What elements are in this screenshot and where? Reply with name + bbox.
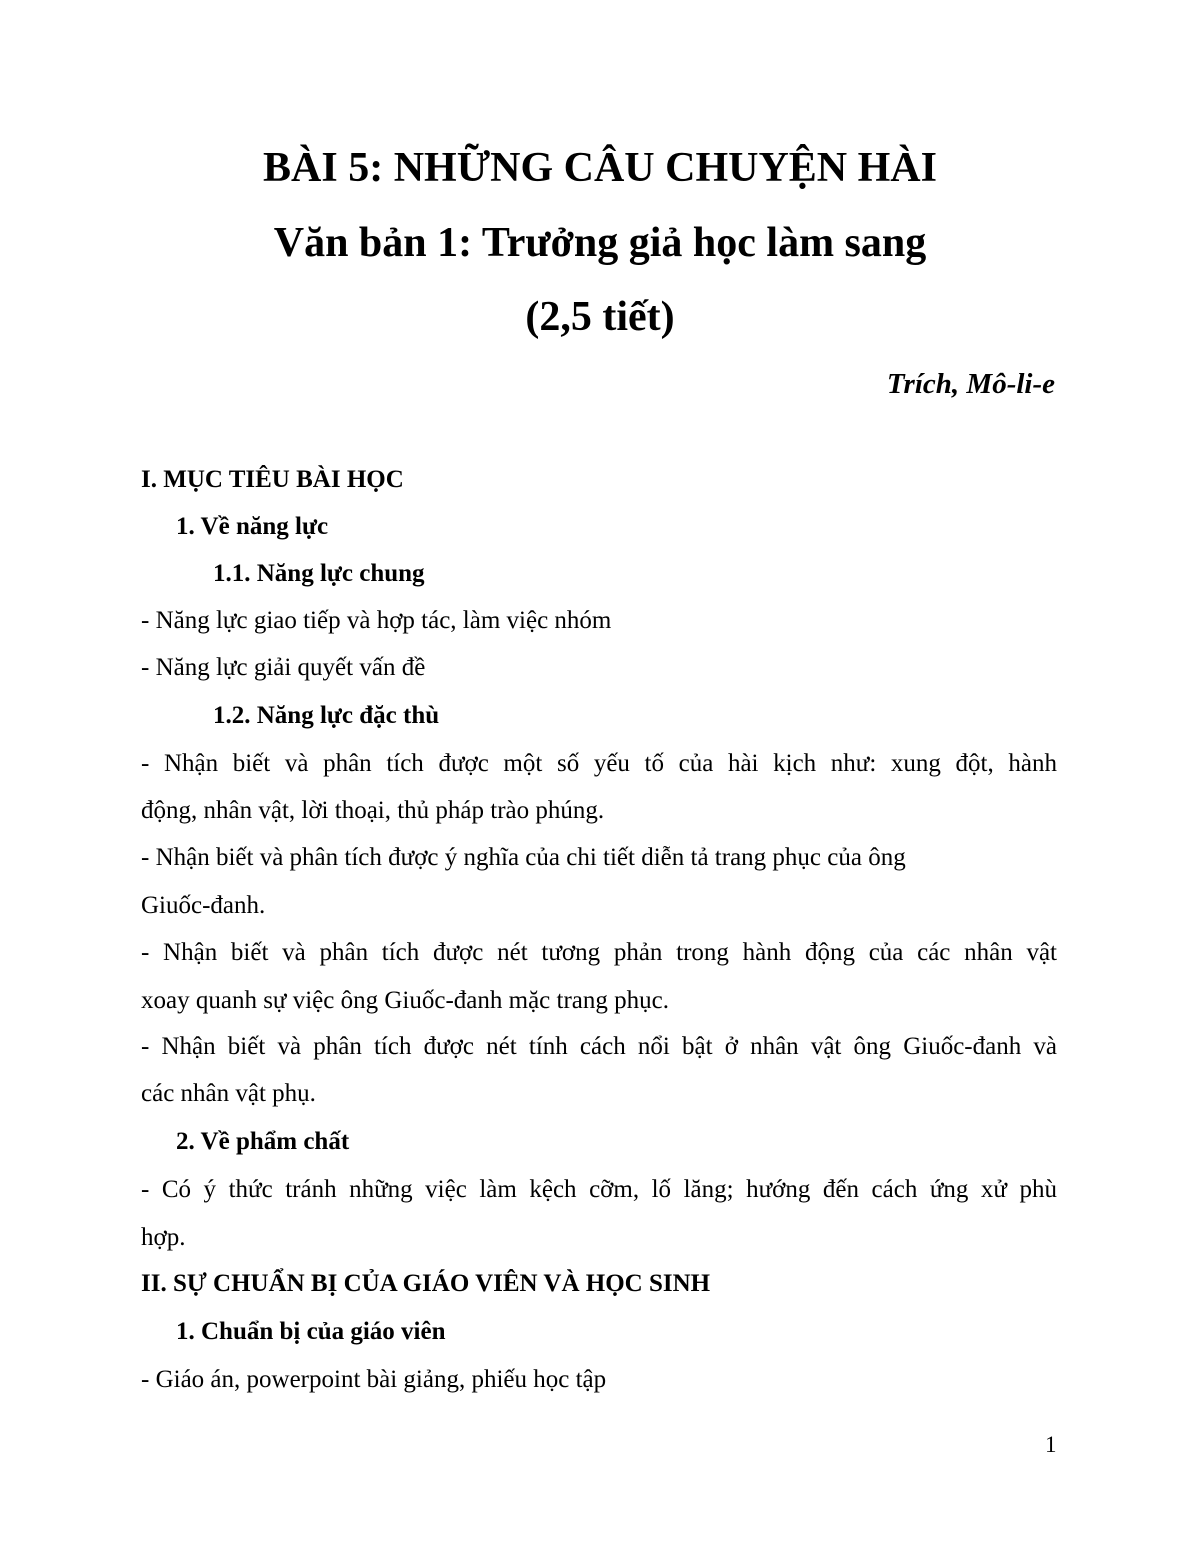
paragraph-line: - Nhận biết và phân tích được một số yếu tố của hài kịch như: xung đột, hành xyxy=(141,750,1057,777)
section-heading-preparation: II. SỰ CHUẨN BỊ CỦA GIÁO VIÊN VÀ HỌC SINH xyxy=(141,1270,711,1297)
paragraph-line: - Nhận biết và phân tích được nét tính cách nổi bật ở nhân vật ông Giuốc-đanh và xyxy=(141,1033,1057,1060)
paragraph-line: động, nhân vật, lời thoại, thủ pháp trào phúng. xyxy=(141,797,605,824)
subsection-heading-general-competence: 1.1. Năng lực chung xyxy=(213,560,425,587)
subsection-heading-competence: 1. Về năng lực xyxy=(176,513,329,540)
paragraph-line: Giuốc-đanh. xyxy=(141,892,266,919)
paragraph-line: - Năng lực giải quyết vấn đề xyxy=(141,654,426,681)
section-heading-objectives: I. MỤC TIÊU BÀI HỌC xyxy=(141,466,404,493)
subsection-heading-qualities: 2. Về phẩm chất xyxy=(176,1128,350,1155)
text-title: Văn bản 1: Trưởng giả học làm sang xyxy=(273,220,927,266)
paragraph-line: - Giáo án, powerpoint bài giảng, phiếu học tập xyxy=(141,1366,607,1393)
page-number: 1 xyxy=(1045,1432,1057,1457)
paragraph-line: - Nhận biết và phân tích được nét tương phản trong hành động của các nhân vật xyxy=(141,939,1057,966)
paragraph-line: hợp. xyxy=(141,1224,186,1251)
paragraph-line: xoay quanh sự việc ông Giuốc-đanh mặc trang phục. xyxy=(141,987,669,1014)
paragraph-line: các nhân vật phụ. xyxy=(141,1080,316,1107)
subsection-heading-teacher-preparation: 1. Chuẩn bị của giáo viên xyxy=(176,1318,446,1345)
lesson-periods: (2,5 tiết) xyxy=(525,294,675,340)
paragraph-line: - Nhận biết và phân tích được ý nghĩa của chi tiết diễn tả trang phục của ông xyxy=(141,844,906,871)
lesson-title: BÀI 5: NHỮNG CÂU CHUYỆN HÀI xyxy=(263,145,937,191)
subsection-heading-specific-competence: 1.2. Năng lực đặc thù xyxy=(213,702,440,729)
paragraph-line: - Có ý thức tránh những việc làm kệch cỡm, lố lăng; hướng đến cách ứng xử phù xyxy=(141,1176,1057,1203)
paragraph-line: - Năng lực giao tiếp và hợp tác, làm việc nhóm xyxy=(141,607,612,634)
author-credit: Trích, Mô-li-e xyxy=(886,368,1055,400)
